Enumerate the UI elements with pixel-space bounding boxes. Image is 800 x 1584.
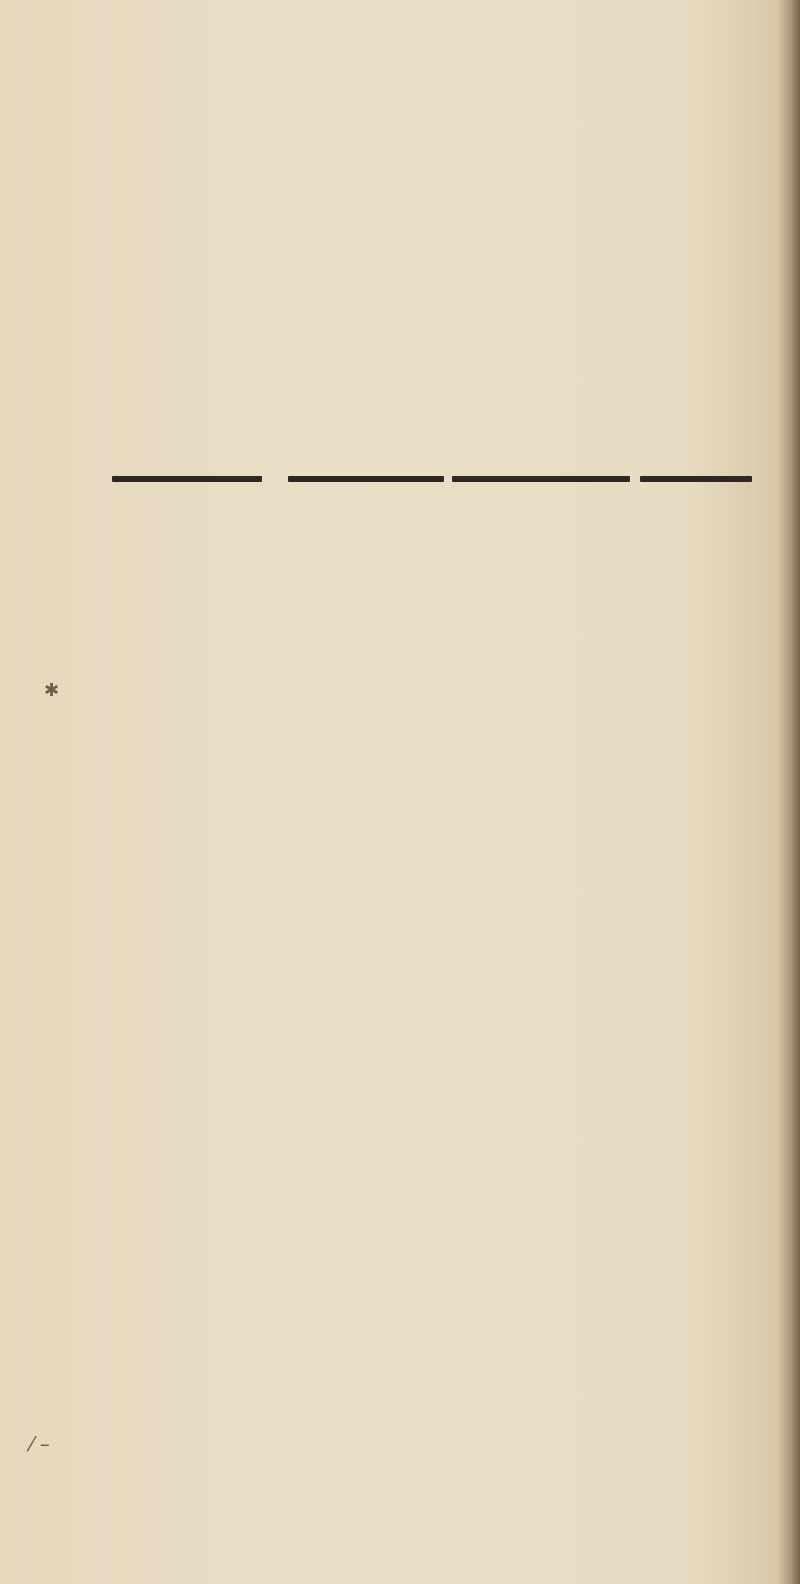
page-header: [112, 76, 712, 126]
margin-ink-mark: ✱: [44, 680, 60, 701]
margin-ink-mark: ⁄ –: [30, 1432, 50, 1456]
page-gutter-shadow: [778, 0, 800, 1584]
printers-ornament-rule: [112, 473, 752, 483]
